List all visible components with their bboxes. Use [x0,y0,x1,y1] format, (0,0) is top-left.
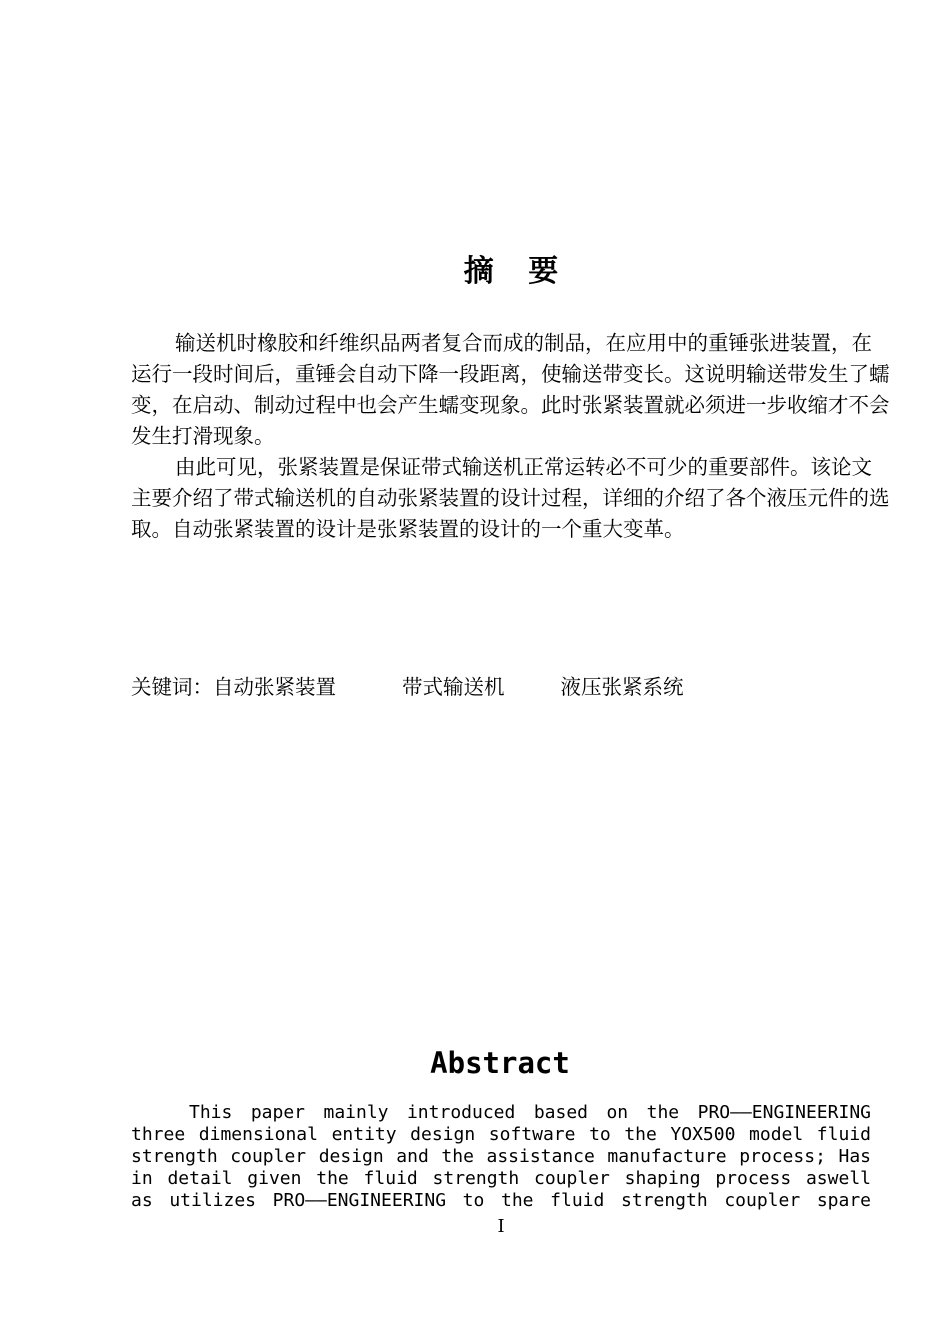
keywords-label: 关键词： [131,675,213,699]
chinese-abstract-paragraph-2: 由此可见，张紧装置是保证带式输送机正常运转必不可少的重要部件。该论文主要介绍了带式输送机的自动张紧装置的设计过程，详细的介绍了各个液压元件的选取。自动张紧装置的设计是张紧装置的设计的一个重大变革。 [131,455,890,541]
keyword-item: 带式输送机 [402,675,505,699]
english-abstract-body [131,1102,871,1212]
chinese-abstract-title: 摘 要 [463,254,571,289]
chinese-abstract-body [131,328,891,545]
page-number: I [497,1216,505,1237]
keyword-item: 自动张紧装置 [213,675,336,699]
english-abstract-line: This paper mainly introduced based on the PRO——ENGINEERING [189,1102,871,1123]
keywords-line [131,672,891,703]
english-abstract-line: strength coupler design and the assistance manufacture process; Has [131,1146,871,1167]
keyword-item: 液压张紧系统 [560,675,684,699]
english-abstract-line: as utilizes PRO——ENGINEERING to the fluid strength coupler spare [131,1190,871,1211]
english-abstract-title: Abstract [430,1046,570,1080]
english-abstract-line: three dimensional entity design software to the YOX500 model fluid [131,1124,871,1145]
english-abstract-line: in detail given the fluid strength coupler shaping process aswell [131,1168,871,1189]
chinese-abstract-paragraph-1: 输送机时橡胶和纤维织品两者复合而成的制品，在应用中的重锤张进装置，在运行一段时间后，重锤会自动下降一段距离，使输送带变长。这说明输送带发生了蠕变，在启动、制动过程中也会产生蠕变现象。此时张紧装置就必须进一步收缩才不会发生打滑现象。 [131,331,890,448]
